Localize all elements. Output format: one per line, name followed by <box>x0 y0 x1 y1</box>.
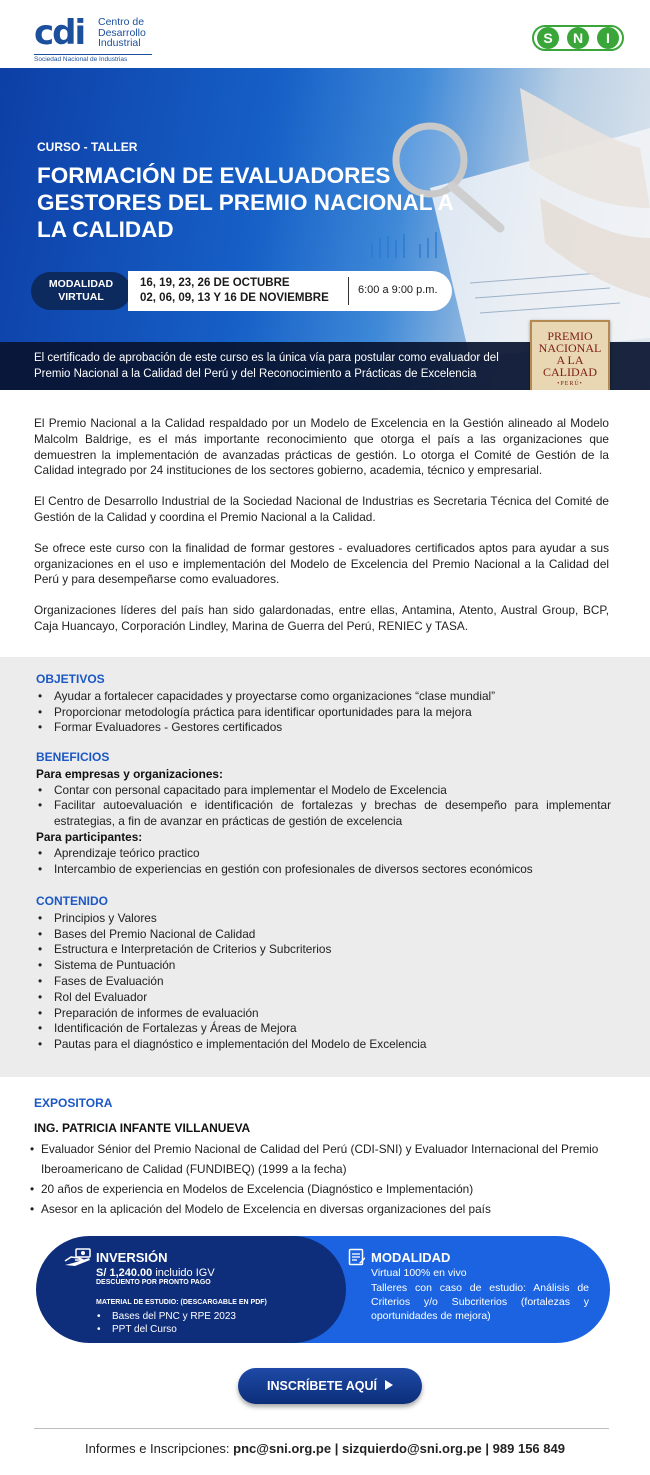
sni-logo[interactable] <box>532 25 624 51</box>
inversion-discount: DESCUENTO POR PRONTO PAGO <box>96 1279 211 1286</box>
course-kicker: CURSO - TALLER <box>37 140 138 154</box>
certificate-text: El certificado de aprobación de este curso es la única vía para postular como evaluador del Premio Nacional a la Calidad del Perú y del Reconocimiento a Prácticas de Excelencia <box>34 352 499 380</box>
badge-line: PREMIO <box>547 329 593 343</box>
list-item: • Principios y Valores <box>36 911 611 927</box>
subheading: Para empresas y organizaciones: <box>36 766 223 781</box>
expositora-name: ING. PATRICIA INFANTE VILLANUEVA <box>34 1121 251 1135</box>
cdi-logo-line: Centro de <box>98 16 145 28</box>
subheading: Para participantes: <box>36 829 143 844</box>
list-item: • Asesor en la aplicación del Modelo de Excelencia en diversas organizaciones del país <box>30 1199 615 1219</box>
intro-paragraph: El Centro de Desarrollo Industrial de la Sociedad Nacional de Industrias es Secretaria Técnica del Comité de Gestión de la Calidad y coordina el Premio Nacional a la Calidad. <box>34 494 609 524</box>
inversion-price: S/ 1,240.00 <box>96 1267 153 1279</box>
cdi-logo-words <box>98 17 146 49</box>
intro-paragraph: Organizaciones líderes del país han sido galardonadas, entre ellas, Antamina, Atento, Austral Group, BCP, Caja Huancayo, Corporación Lindley, Marina de Guerra del Perú, RENIEC y TASA. <box>34 603 609 633</box>
list-item: • 20 años de experiencia en Modelos de Excelencia (Diagnóstico e Implementación) <box>30 1179 615 1199</box>
footer-separator: | <box>485 1441 490 1456</box>
hero-banner <box>0 68 650 390</box>
list-item: • Preparación de informes de evaluación <box>36 1006 611 1022</box>
register-button[interactable] <box>238 1368 422 1404</box>
expositora-heading: EXPOSITORA <box>34 1096 113 1110</box>
list-item: • Ayudar a fortalecer capacidades y proyectarse como organizaciones “clase mundial” <box>36 689 611 705</box>
inversion-price-note: incluido IGV <box>155 1267 215 1279</box>
material-list <box>96 1310 236 1336</box>
cdi-logo-line: Desarrollo <box>98 26 146 39</box>
list-item: • Proporcionar metodología práctica para identificar oportunidades para la mejora <box>36 705 611 721</box>
footer-email-link[interactable]: sizquierdo@sni.org.pe <box>341 1441 482 1456</box>
sni-logo-letter: S <box>543 30 553 46</box>
list-item: • Estructura e Interpretación de Criterios y Subcriterios <box>36 942 611 958</box>
badge-line: A LA <box>556 353 584 367</box>
footer-divider <box>34 1428 609 1429</box>
badge-line: NACIONAL <box>538 341 602 355</box>
list-item: • Intercambio de experiencias en gestión con profesionales de diversos sectores económicos <box>36 862 611 878</box>
intro-paragraph: Se ofrece este curso con la finalidad de formar gestores - evaluadores certificados aptos para ayudar a sus organizaciones en el uso e implementación del Modelo de Excelencia del Premio Nacional a la Calidad del Perú y para desempeñarse como evaluadores. <box>34 540 609 587</box>
intro-paragraph: El Premio Nacional a la Calidad respaldado por un Modelo de Excelencia en la Gestión alineado al Modelo Malcolm Baldrige, es el más importante reconocimiento que otorga el país a las organizaciones que demuestren la implementación de avanzadas prácticas de gestión. Lo otorga el Comité de Gestión de la Calidad integrado por 24 instituciones de los sectores gobierno, academia, técnico y empresarial. <box>34 416 609 478</box>
section-heading: BENEFICIOS <box>36 750 110 764</box>
schedule-divider <box>348 277 349 305</box>
course-title: FORMACIÓN DE EVALUADORES GESTORES DEL PREMIO NACIONAL A LA CALIDAD <box>37 163 453 242</box>
modalidad-title: MODALIDAD <box>371 1250 451 1265</box>
premio-nacional-badge <box>530 320 610 390</box>
contenido-list <box>36 911 611 1053</box>
list-item: • Aprendizaje teórico practico <box>36 846 611 862</box>
schedule-dates <box>140 276 329 306</box>
list-item: • Identificación de Fortalezas y Áreas de Mejora <box>36 1021 611 1037</box>
intro-text <box>34 416 609 650</box>
list-item: • Fases de Evaluación <box>36 974 611 990</box>
register-button-label: INSCRÍBETE AQUÍ <box>267 1379 377 1393</box>
section-heading: CONTENIDO <box>36 894 108 908</box>
footer-contact <box>0 1441 650 1456</box>
beneficios-list-participantes <box>36 846 611 878</box>
badge-line: CALIDAD <box>543 365 597 379</box>
footer-prefix: Informes e Inscripciones: <box>85 1441 230 1456</box>
modalidad-line: Virtual 100% en vivo <box>371 1267 467 1279</box>
modality-pill-line: MODALIDAD <box>48 278 114 290</box>
beneficios-list-empresas <box>36 783 611 830</box>
contenido-section <box>36 894 611 1053</box>
cdi-logo-subtitle: Sociedad Nacional de Industrias <box>34 56 128 63</box>
schedule-hours: 6:00 a 9:00 p.m. <box>358 284 438 296</box>
material-label: MATERIAL DE ESTUDIO: (DESCARGABLE EN PDF) <box>96 1299 267 1306</box>
list-item: • Formar Evaluadores - Gestores certificados <box>36 720 611 736</box>
footer-email-link[interactable]: pnc@sni.org.pe <box>233 1441 332 1456</box>
objetivos-section <box>36 672 611 736</box>
list-item: • Rol del Evaluador <box>36 990 611 1006</box>
modalidad-description: Talleres con caso de estudio: Análisis de Criterios y/o Subcriterios (fortalezas y oportunidades de mejora) <box>371 1282 589 1322</box>
list-item: • PPT del Curso <box>96 1323 236 1336</box>
inversion-price-row <box>96 1267 215 1279</box>
list-item: • Bases del PNC y RPE 2023 <box>96 1310 236 1323</box>
badge-line: •PERÚ• <box>557 381 583 387</box>
list-item: • Evaluador Sénior del Premio Nacional de Calidad del Perú (CDI-SNI) y Evaluador Internacional del Premio Iberoamericano de Calidad (FUNDIBEQ) (1999 a la fecha) <box>30 1139 615 1179</box>
header <box>0 0 650 68</box>
modality-pill-line: VIRTUAL <box>58 291 104 303</box>
hand-money-icon <box>63 1247 93 1267</box>
cdi-logo-line: Industrial <box>98 37 141 49</box>
play-arrow-icon <box>385 1380 393 1390</box>
cdi-logo-mark: cdi <box>34 13 85 53</box>
inversion-title: INVERSIÓN <box>96 1250 168 1265</box>
dates-november: 02, 06, 09, 13 Y 16 DE NOVIEMBRE <box>140 292 329 304</box>
footer-phone[interactable]: 989 156 849 <box>492 1441 565 1456</box>
form-icon <box>348 1248 366 1266</box>
inversion-panel <box>36 1236 346 1343</box>
list-item: • Bases del Premio Nacional de Calidad <box>36 927 611 943</box>
section-heading: OBJETIVOS <box>36 672 105 686</box>
expositora-list <box>30 1139 615 1219</box>
sni-logo-letter: I <box>606 30 610 46</box>
sni-logo-letter: N <box>572 30 584 46</box>
list-item: • Facilitar autoevaluación e identificación de fortalezas y brechas de desempeño para implementar estrategias, a fin de avanzar en prácticas de gestión de excelencia <box>36 798 611 830</box>
footer-separator: | <box>334 1441 339 1456</box>
list-item: • Sistema de Puntuación <box>36 958 611 974</box>
schedule-box <box>128 271 452 311</box>
cdi-logo-divider <box>34 54 152 55</box>
list-item: • Contar con personal capacitado para implementar el Modelo de Excelencia <box>36 783 611 799</box>
list-item: • Pautas para el diagnóstico e implementación del Modelo de Excelencia <box>36 1037 611 1053</box>
cdi-logo[interactable] <box>34 13 154 63</box>
beneficios-section <box>36 750 611 877</box>
modality-pill <box>31 272 131 310</box>
objetivos-list <box>36 689 611 736</box>
dates-october: 16, 19, 23, 26 DE OCTUBRE <box>140 277 290 289</box>
